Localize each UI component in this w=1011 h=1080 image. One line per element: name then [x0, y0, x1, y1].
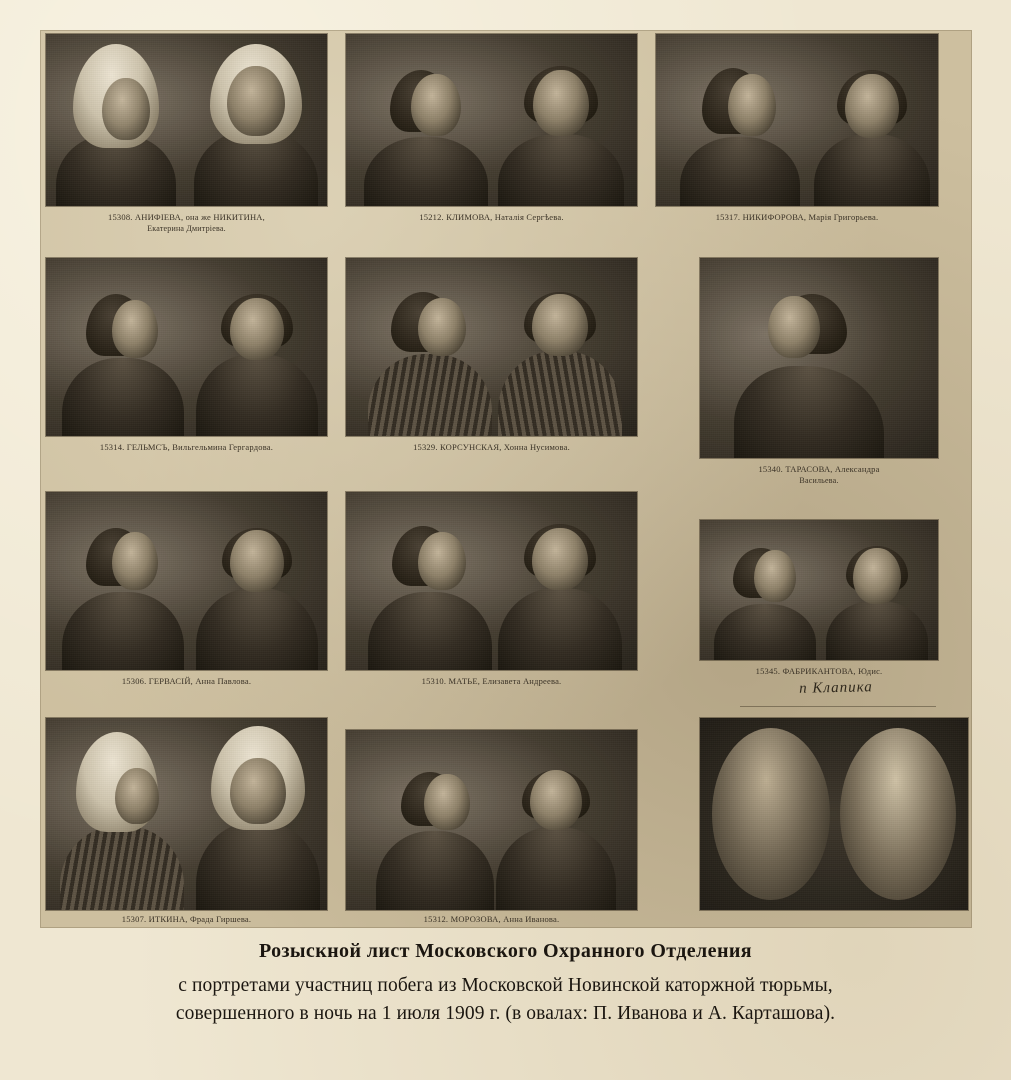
photo-cell-9 — [700, 520, 938, 660]
photo-cell-7 — [46, 492, 327, 670]
oval-portrait-left — [712, 728, 830, 900]
photo-caption-6-line1: 15340. ТАРАСОВА, Александра — [758, 464, 880, 474]
search-sheet — [40, 30, 972, 928]
bottom-caption-title: Розыскной лист Московского Охранного Отделения — [258, 940, 753, 962]
photo-caption-1-line2: Екатерина Дмитріева. — [147, 224, 226, 233]
photo-cell-8 — [346, 492, 637, 670]
photo-cell-10 — [46, 718, 327, 910]
photo-caption-7-line1: 15306. ГЕРВАСIЙ, Анна Павлова. — [121, 676, 252, 686]
handwritten-note: п Клапика — [799, 679, 873, 697]
photo-caption-8-line1: 15310. МАТЬЕ, Елизавета Андреева. — [421, 676, 562, 686]
photo-cell-4 — [46, 258, 327, 436]
photo-caption-4-line1: 15314. ГЕЛЬМСЪ, Вильгельмина Гергардова. — [99, 442, 274, 452]
handwriting-underline — [740, 706, 936, 707]
oval-portrait-right — [840, 728, 956, 900]
photo-cell-5 — [346, 258, 637, 436]
photo-caption-6-line2: Васильева. — [799, 476, 839, 485]
photo-cell-11 — [346, 730, 637, 910]
photo-caption-11-line1: 15312. МОРОЗОВА, Анна Иванова. — [423, 914, 560, 924]
photo-caption-3-line1: 15317. НИКИФОРОВА, Марія Григорьева. — [715, 212, 879, 222]
photo-caption-10-line1: 15307. ИТКИНА, Фрада Гиршева. — [121, 914, 252, 924]
photo-cell-3 — [656, 34, 938, 206]
photo-cell-12-ovals — [700, 718, 968, 910]
bottom-caption — [0, 940, 1011, 1027]
photo-caption-2-line1: 15212. КЛИМОВА, Наталія Сергѣева. — [419, 212, 564, 222]
photo-caption-9-line1: 15345. ФАБРИКАНТОВА, Юдис. — [755, 666, 883, 676]
photo-cell-6 — [700, 258, 938, 458]
photo-cell-1 — [46, 34, 327, 206]
bottom-caption-line2: совершенного в ночь на 1 июля 1909 г. (в овалах: П. Иванова и А. Карташова). — [175, 1002, 836, 1024]
bottom-caption-line1: с портретами участниц побега из Московской Новинской каторжной тюрьмы, — [178, 975, 833, 996]
photo-caption-1-line1: 15308. АНИФIЕВА, она же НИКИТИНА, — [108, 212, 265, 222]
photo-cell-2 — [346, 34, 637, 206]
photo-caption-5-line1: 15329. КОРСУНСКАЯ, Хонна Нусимова. — [413, 442, 570, 452]
